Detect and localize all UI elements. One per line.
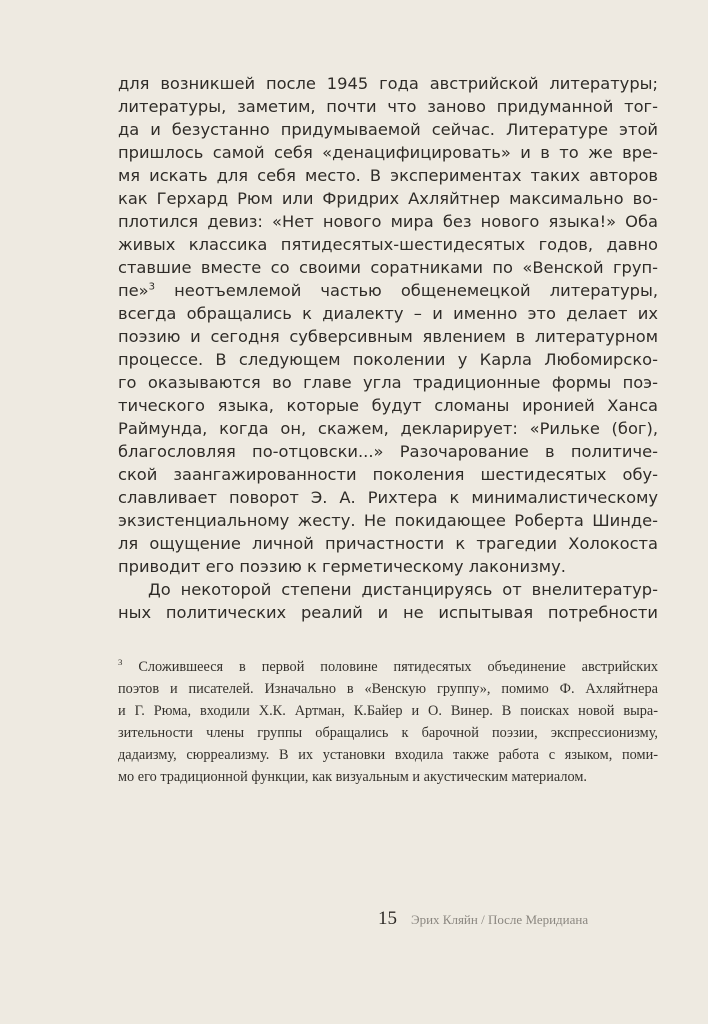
footnote xyxy=(118,656,658,788)
body-line: как Герхард Рюм или Фридрих Ахляйтнер максимально во- xyxy=(118,189,658,208)
body-line: для возникшей после 1945 года австрийской литературы; xyxy=(118,74,658,93)
footnote-text: Сложившееся в первой половине пятидесятых объединение австрийских xyxy=(122,659,658,675)
body-line: благословляя по-отцовски...» Разочарование в политиче- xyxy=(118,442,658,461)
body-line: экзистенциальному жесту. Не покидающее Роберта Шинде- xyxy=(118,511,658,530)
body-line: Раймунда, когда он, скажем, декларирует: «Рильке (бог), xyxy=(118,419,658,438)
body-line: приводит его поэзию к герметическому лаконизму. xyxy=(118,557,566,576)
body-line: мя искать для себя место. В экспериментах таких авторов xyxy=(118,166,658,185)
footnote-line xyxy=(118,656,658,678)
footnote-line: дадаизму, сюрреализму. В их установки входила также работа с языком, поми- xyxy=(118,747,658,763)
footnote-line: зительности члены группы обращались к барочной поэзии, экспрессионизму, xyxy=(118,725,658,741)
body-line: живых классика пятидесятых-шестидесятых годов, давно xyxy=(118,235,658,254)
body-line: пришлось самой себя «денацифицировать» и в то же вре- xyxy=(118,143,658,162)
paragraph-first-line: До некоторой степени дистанцируясь от внелитератур- xyxy=(148,580,658,599)
page-number: 15 xyxy=(378,908,397,929)
body-line-start: пе» xyxy=(118,281,149,300)
body-line: плотился девиз: «Нет нового мира без нового языка!» Оба xyxy=(118,212,658,231)
body-line: ля ощущение личной причастности к трагедии Холокоста xyxy=(118,534,658,553)
footnote-marker: 3 xyxy=(118,657,123,668)
page-footer xyxy=(378,908,678,930)
footnote-line: и Г. Рюма, входили Х.К. Артман, К.Байер и О. Винер. В поисках новой выра- xyxy=(118,703,658,719)
body-line: всегда обращались к диалекту – и именно это делает их xyxy=(118,304,658,323)
body-text xyxy=(118,72,658,624)
body-line: литературы, заметим, почти что заново придуманной тог- xyxy=(118,97,658,116)
body-line: го оказываются во главе угла традиционные формы поэ- xyxy=(118,373,658,392)
body-line-with-footnote-ref xyxy=(118,279,658,302)
body-line: ных политических реалий и не испытывая потребности xyxy=(118,603,658,622)
body-line: ставшие вместе со своими соратниками по «Венской груп- xyxy=(118,258,658,277)
body-line: процессе. В следующем поколении у Карла Любомирско- xyxy=(118,350,658,369)
running-title: Эрих Кляйн / После Меридиана xyxy=(411,912,589,927)
body-line: поэзию и сегодня субверсивным явлением в литературном xyxy=(118,327,658,346)
body-line: ской заангажированности поколения шестидесятых обу- xyxy=(118,465,658,484)
footnote-reference[interactable]: 3 xyxy=(148,281,156,293)
body-line-end: неотъемлемой частью общенемецкой литературы, xyxy=(155,281,658,300)
footnote-line: мо его традиционной функции, как визуальным и акустическим материалом. xyxy=(118,769,587,785)
footnote-line: поэтов и писателей. Изначально в «Венскую группу», помимо Ф. Ахляйтнера xyxy=(118,681,658,697)
body-line: да и безустанно придумываемой сейчас. Литературе этой xyxy=(118,120,658,139)
body-line: славливает поворот Э. А. Рихтера к минималистическому xyxy=(118,488,658,507)
body-line: тического языка, которые будут сломаны иронией Ханса xyxy=(118,396,658,415)
